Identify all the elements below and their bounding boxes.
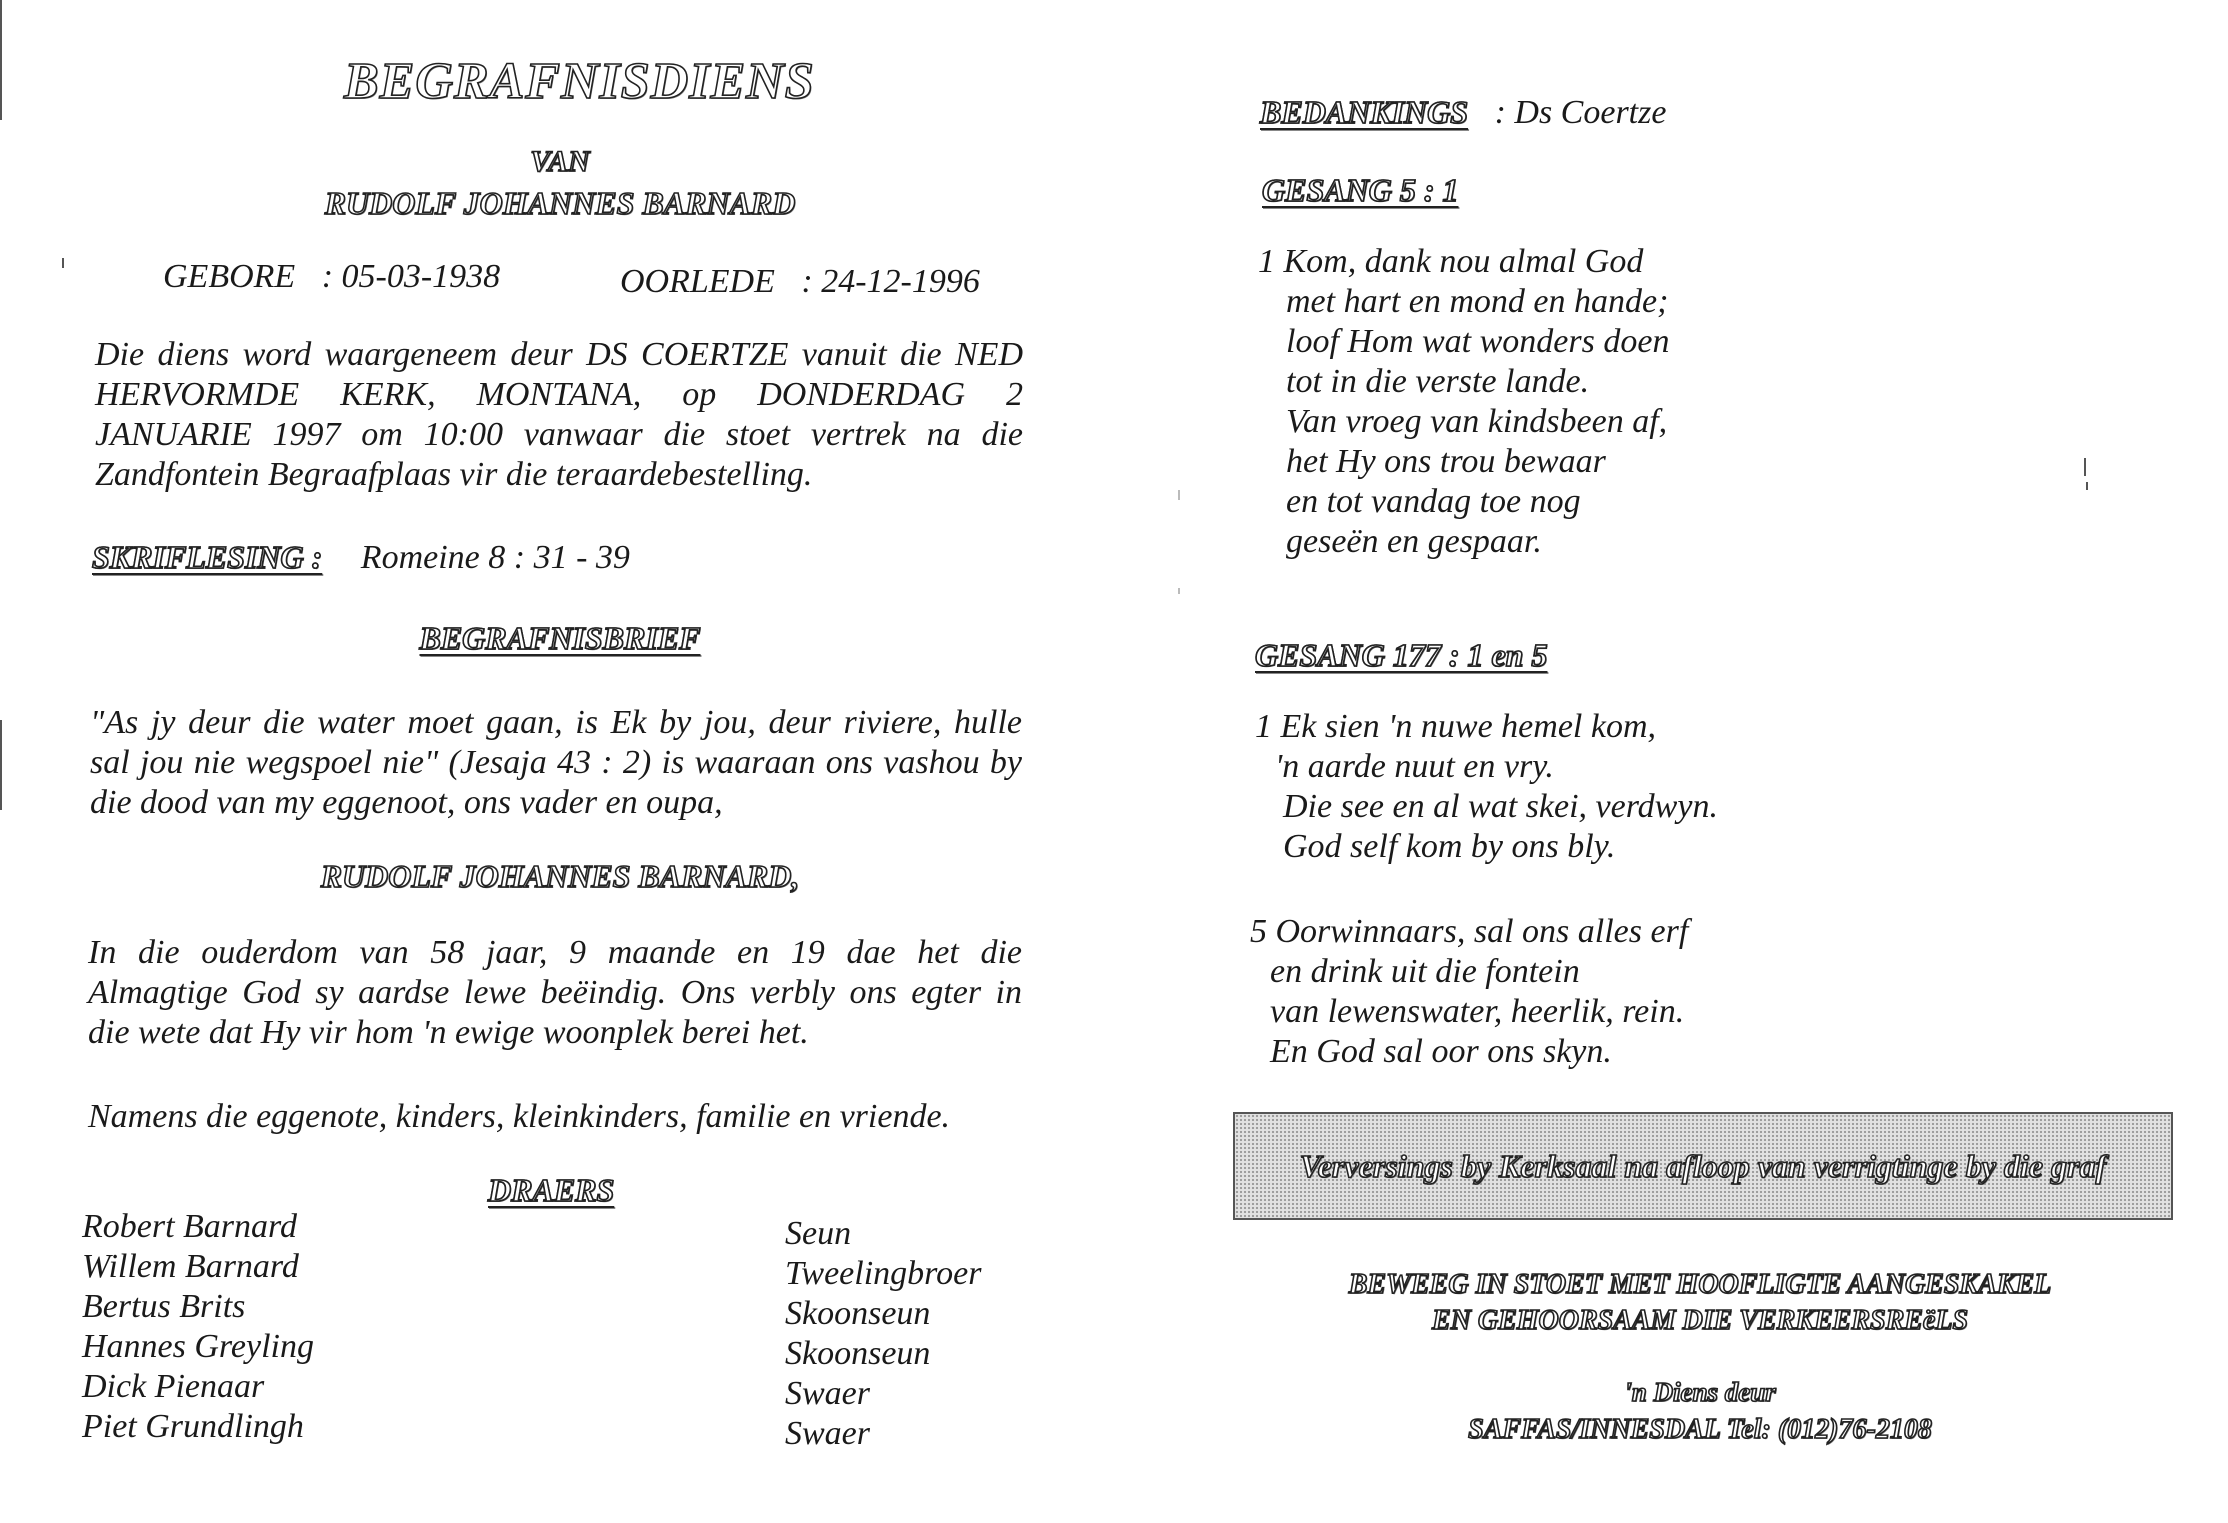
service-line: Zandfontein Begraafplaas vir die teraardebestelling. xyxy=(95,456,813,493)
letter-line: sal jou nie wegspoel nie" (Jesaja 43 : 2) is waaraan ons vashou by xyxy=(90,744,1022,781)
refreshments-box xyxy=(1233,1112,2173,1220)
hymn2-verse-5 xyxy=(1250,912,1688,1072)
hymn-line: van lewenswater, heerlik, rein. xyxy=(1270,993,1685,1030)
hymn-line: Die see en al wat skei, verdwyn. xyxy=(1283,788,1718,825)
scripture-row xyxy=(92,537,630,578)
scan-speck xyxy=(62,258,64,268)
bearer-name: Piet Grundlingh xyxy=(82,1408,304,1445)
van-label: VAN xyxy=(530,145,590,178)
thanks-label: BEDANKINGS xyxy=(1260,94,1469,130)
thanks-row xyxy=(1260,92,1666,133)
bearer-relation: Skoonseun xyxy=(785,1295,931,1332)
service-by-label: 'n Diens deur xyxy=(1624,1377,1776,1407)
hymn-line: 1 Kom, dank nou almal God xyxy=(1258,243,1644,280)
refreshments-text: Verversings by Kerksaal na afloop van verrigtinge by die graf xyxy=(1299,1147,2107,1184)
on-behalf-text: Namens die eggenote, kinders, kleinkinders, familie en vriende. xyxy=(88,1098,951,1135)
age-line: In die ouderdom van 58 jaar, 9 maande en 19 dae het die xyxy=(88,934,1022,971)
scripture-ref: Romeine 8 : 31 - 39 xyxy=(360,539,630,576)
died-row xyxy=(620,262,980,302)
scan-edge-mark xyxy=(0,720,2,810)
hymn-line: en tot vandag toe nog xyxy=(1286,483,1581,520)
hymn-line: geseën en gespaar. xyxy=(1286,523,1542,560)
bearer-name: Robert Barnard xyxy=(82,1208,298,1245)
service-paragraph xyxy=(95,335,1023,495)
bearers-relations xyxy=(785,1214,981,1454)
age-line: Almagtige God sy aardse lewe beëindig. Ons verbly ons egter in xyxy=(88,974,1022,1011)
bearer-relation: Swaer xyxy=(785,1375,870,1412)
service-line: Die diens word waargeneem deur DS COERTZE vanuit die NED xyxy=(95,336,1023,373)
hymn2-heading: GESANG 177 : 1 en 5 xyxy=(1255,637,1548,673)
thanks-value: : Ds Coertze xyxy=(1494,94,1667,131)
bearers-names xyxy=(82,1207,314,1447)
page-title: BEGRAFNISDIENS xyxy=(344,53,815,110)
letter-line: "As jy deur die water moet gaan, is Ek by jou, deur riviere, hulle xyxy=(90,704,1022,741)
bearer-name: Bertus Brits xyxy=(82,1288,246,1325)
hymn-line: met hart en mond en hande; xyxy=(1286,283,1669,320)
letter-line: die dood van my eggenoot, ons vader en oupa, xyxy=(90,784,723,821)
age-paragraph xyxy=(88,933,1022,1053)
hymn-line: 5 Oorwinnaars, sal ons alles erf xyxy=(1250,913,1689,950)
letter-heading: BEGRAFNISBRIEF xyxy=(419,620,701,656)
died-label: OORLEDE xyxy=(620,263,775,300)
funeral-company: SAFFAS/INNESDAL Tel: (012)76-2108 xyxy=(1468,1414,1932,1445)
hymn2-verse-1 xyxy=(1255,707,1718,867)
convoy-line: EN GEHOORSAAM DIE VERKEERSREëLS xyxy=(1431,1305,1969,1336)
bearer-name: Willem Barnard xyxy=(82,1248,299,1285)
service-line: JANUARIE 1997 om 10:00 vanwaar die stoet vertrek na die xyxy=(95,416,1023,453)
hymn-line: loof Hom wat wonders doen xyxy=(1286,323,1670,360)
bearer-relation: Skoonseun xyxy=(785,1335,931,1372)
hymn-line: 'n aarde nuut en vry. xyxy=(1275,748,1554,785)
scripture-label: SKRIFLESING : xyxy=(92,539,323,575)
bearer-relation: Swaer xyxy=(785,1415,870,1452)
deceased-name: RUDOLF JOHANNES BARNARD xyxy=(324,185,796,221)
letter-paragraph xyxy=(90,703,1022,823)
hymn-line: 1 Ek sien 'n nuwe hemel kom, xyxy=(1255,708,1656,745)
scan-speck xyxy=(2086,482,2088,490)
convoy-line: BEWEEG IN STOET MET HOOFLIGTE AANGESKAKEL xyxy=(1348,1269,2052,1300)
age-line: die wete dat Hy vir hom 'n ewige woonplek berei het. xyxy=(88,1014,809,1051)
hymn-line: Van vroeg van kindsbeen af, xyxy=(1286,403,1668,440)
hymn-line: En God sal oor ons skyn. xyxy=(1270,1033,1612,1070)
bearer-name: Dick Pienaar xyxy=(82,1368,265,1405)
born-label: GEBORE xyxy=(163,258,296,295)
hymn1-heading: GESANG 5 : 1 xyxy=(1262,172,1459,208)
hymn-line: en drink uit die fontein xyxy=(1270,953,1580,990)
scan-speck xyxy=(2084,458,2086,476)
born-row xyxy=(163,257,500,297)
deceased-name-repeat: RUDOLF JOHANNES BARNARD, xyxy=(320,858,800,894)
hymn-line: God self kom by ons bly. xyxy=(1283,828,1616,865)
scan-speck xyxy=(1178,490,1180,500)
hymn-line: tot in die verste lande. xyxy=(1286,363,1590,400)
service-line: HERVORMDE KERK, MONTANA, op DONDERDAG 2 xyxy=(95,376,1023,413)
bearer-name: Hannes Greyling xyxy=(82,1328,314,1365)
bearer-relation: Tweelingbroer xyxy=(785,1255,982,1292)
bearer-relation: Seun xyxy=(785,1215,852,1252)
convoy-notice xyxy=(1230,1267,2170,1339)
died-date: : 24-12-1996 xyxy=(801,263,980,300)
scan-speck xyxy=(1178,588,1180,594)
bearers-heading: DRAERS xyxy=(488,1172,615,1208)
hymn-line: het Hy ons trou bewaar xyxy=(1286,443,1606,480)
scan-edge-mark xyxy=(0,0,2,120)
hymn1-verse xyxy=(1258,242,1669,562)
born-date: : 05-03-1938 xyxy=(321,258,501,295)
